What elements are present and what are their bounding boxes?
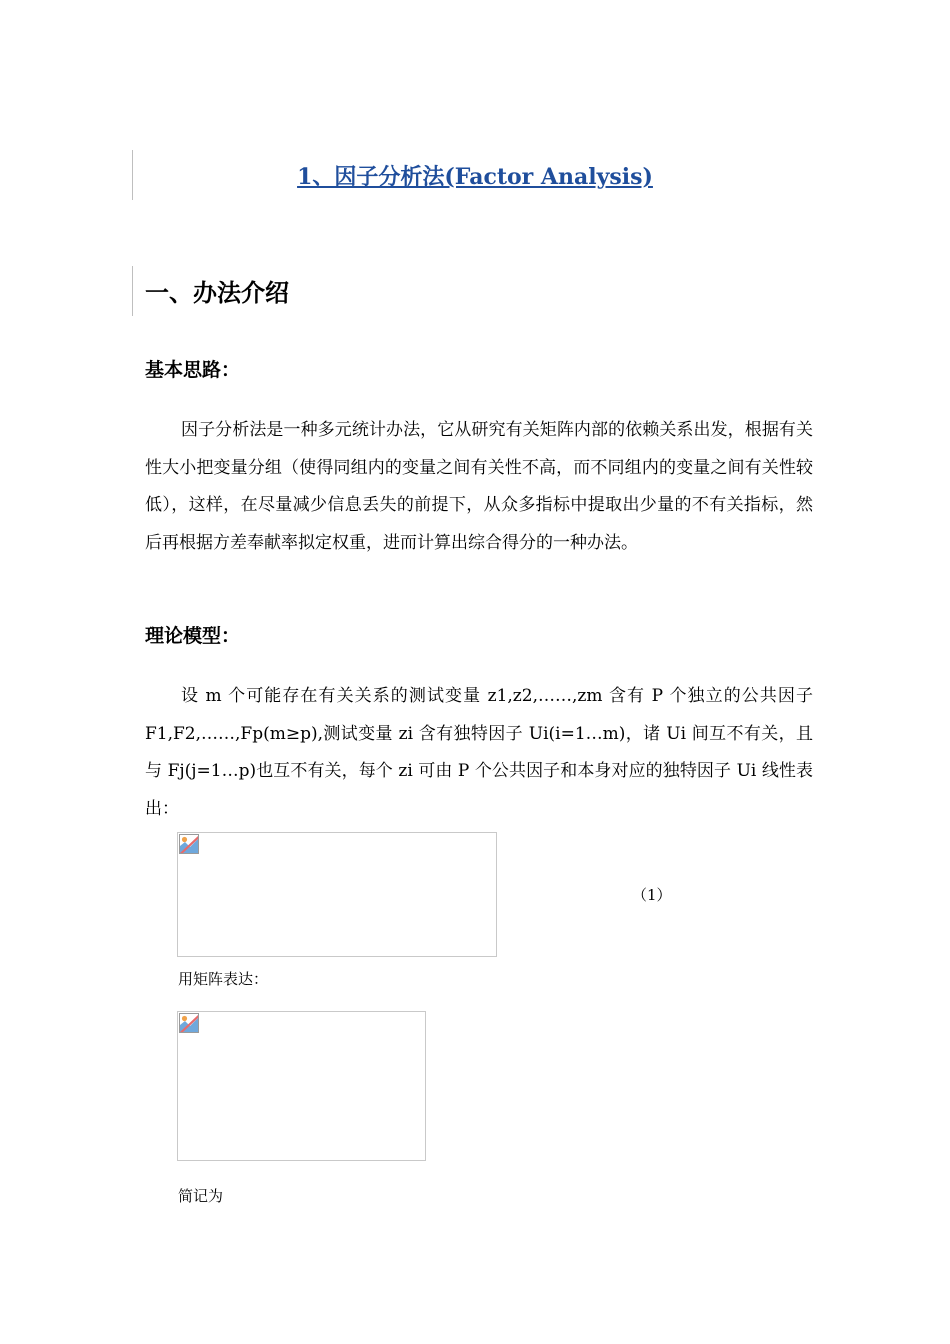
theory-model-paragraph: 设 m 个可能存在有关关系的测试变量 z1,z2,……,zm 含有 P 个独立的公共因子 F1,F2,……,Fp(m≥p),测试变量 zi 含有独特因子 Ui(i=1…m)，诸 Ui 间互不有关，且与 Fj(j=1…p)也互不有关，每个 zi 可由 P 个公共因子和本身对应的独特因子 Ui 线性表出： — [145, 686, 813, 819]
equation-number: （1） — [632, 886, 672, 904]
section-heading: 一、办法介绍 — [145, 279, 289, 307]
short-label: 简记为 — [178, 1187, 224, 1205]
equation-image-2 — [177, 1011, 426, 1161]
theory-model-heading: 理论模型： — [145, 625, 241, 647]
broken-image-icon — [179, 1013, 199, 1033]
matrix-label: 用矩阵表达： — [178, 970, 269, 988]
equation-image-1 — [177, 832, 497, 957]
basic-idea-heading: 基本思路： — [145, 359, 241, 381]
broken-image-icon — [179, 834, 199, 854]
margin-bar-heading — [132, 266, 133, 316]
margin-bar-title — [132, 150, 133, 200]
document-title[interactable]: 1、因子分析法(Factor Analysis) — [297, 164, 653, 190]
basic-idea-paragraph: 因子分析法是一种多元统计办法，它从研究有关矩阵内部的依赖关系出发，根据有关性大小把变量分组（使得同组内的变量之间有关性不高，而不同组内的变量之间有关性较低），这样，在尽量减少信息丢失的前提下，从众多指标中提取出少量的不有关指标，然后再根据方差奉献率拟定权重，进而计算出综合得分的一种办法。 — [145, 420, 813, 553]
